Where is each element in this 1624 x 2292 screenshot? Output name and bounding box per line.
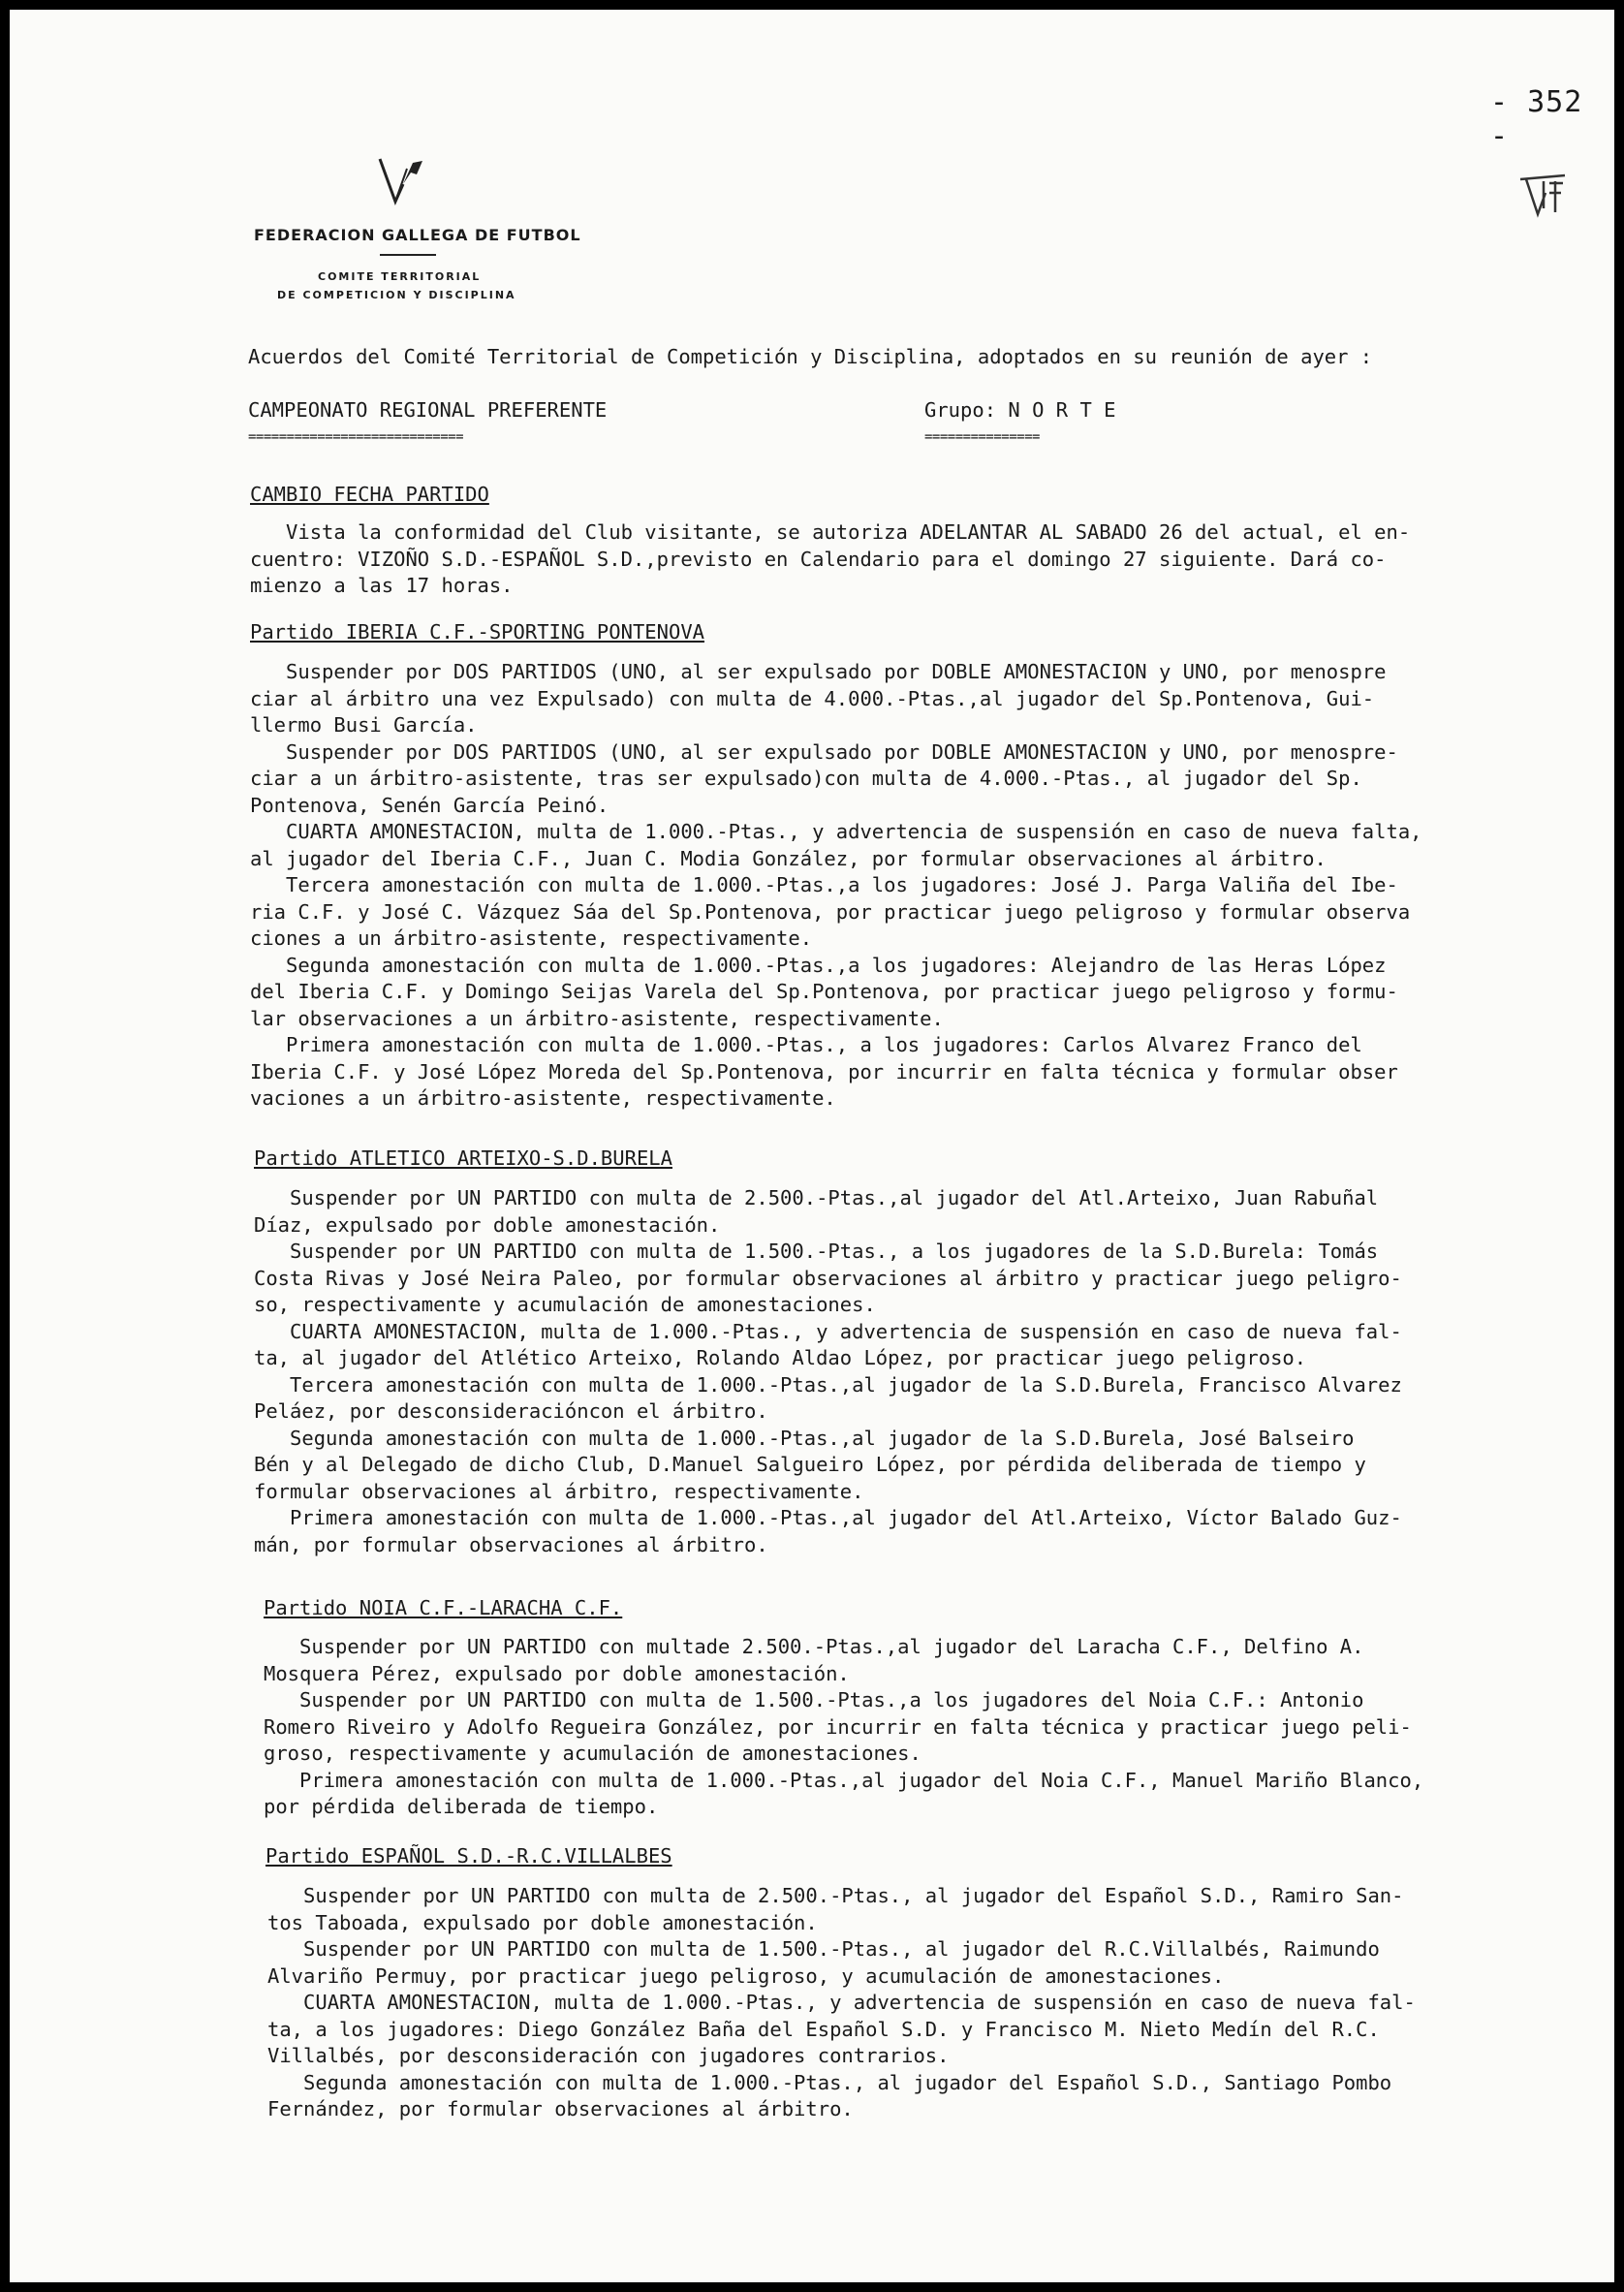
group-title: Grupo: N O R T E [924, 398, 1116, 422]
text-line: Suspender por UN PARTIDO con multa de 2.500.-Ptas., al jugador del Español S.D., Ramiro San- [267, 1884, 1404, 1907]
text-line: Romero Riveiro y Adolfo Regueira González, por incurrir en falta técnica y practicar juego peli- [264, 1714, 1412, 1739]
championship-title: CAMPEONATO REGIONAL PREFERENTE [248, 398, 608, 422]
section-body-iberia [250, 659, 1422, 1113]
text-line: Iberia C.F. y José López Moreda del Sp.Pontenova, por incurrir en falta técnica y formular obser [250, 1059, 1398, 1083]
text-line: mán, por formular observaciones al árbitro. [254, 1532, 768, 1556]
text-line: vaciones a un árbitro-asistente, respectivamente. [250, 1086, 836, 1110]
text-line: Tercera amonestación con multa de 1.000.-Ptas.,a los jugadores: José J. Parga Valiña del Ibe- [250, 873, 1398, 896]
federation-stamp-icon [1516, 170, 1569, 220]
text-line: Fernández, por formular observaciones al árbitro. [267, 2097, 854, 2120]
section-body-atletico [254, 1185, 1402, 1558]
text-line: CUARTA AMONESTACION, multa de 1.000.-Ptas., y advertencia de suspensión en caso de nueva fal- [267, 1991, 1416, 2014]
text-line: Mosquera Pérez, expulsado por doble amonestación. [264, 1661, 850, 1685]
federation-subtitle-2: DE COMPETICION Y DISCIPLINA [277, 289, 516, 301]
text-line: Alvariño Permuy, por practicar juego peligroso, y acumulación de amonestaciones. [267, 1963, 1225, 1988]
text-line: Primera amonestación con multa de 1.000.-Ptas.,al jugador del Atl.Arteixo, Víctor Balado Guz- [254, 1506, 1402, 1529]
text-line: Villalbés, por desconsideración con jugadores contrarios. [267, 2044, 950, 2067]
text-line: Vista la conformidad del Club visitante, se autoriza ADELANTAR AL SABADO 26 del actual, el en- [250, 520, 1411, 544]
section-body-espanol [267, 1883, 1416, 2123]
text-line: ciar a un árbitro-asistente, tras ser expulsado)con multa de 4.000.-Ptas., al jugador del Sp. [250, 767, 1362, 790]
text-line: al jugador del Iberia C.F., Juan C. Modia González, por formular observaciones al árbitro. [250, 846, 1327, 870]
text-line: Bén y al Delegado de dicho Club, D.Manuel Salgueiro López, por pérdida deliberada de tiempo y [254, 1453, 1366, 1476]
text-line: Díaz, expulsado por doble amonestación. [254, 1212, 721, 1237]
text-line: groso, respectivamente y acumulación de amonestaciones. [264, 1742, 921, 1765]
text-line: Segunda amonestación con multa de 1.000.-Ptas.,al jugador de la S.D.Burela, José Balseiro [254, 1426, 1355, 1450]
text-line: ciones a un árbitro-asistente, respectivamente. [250, 926, 813, 950]
text-line: llermo Busi García. [250, 713, 478, 737]
text-line: Suspender por UN PARTIDO con multade 2.500.-Ptas.,al jugador del Laracha C.F., Delfino A. [264, 1635, 1364, 1658]
championship-underline: ============================ [248, 429, 464, 445]
federation-logo-icon [374, 155, 428, 215]
text-line: ciar al árbitro una vez Expulsado) con multa de 4.000.-Ptas.,al jugador del Sp.Pontenova, Gui- [250, 686, 1375, 710]
section-heading-cambio: CAMBIO FECHA PARTIDO [250, 483, 489, 506]
text-line: mienzo a las 17 horas. [250, 574, 514, 597]
text-line: Suspender por UN PARTIDO con multa de 1.500.-Ptas., a los jugadores de la S.D.Burela: Tomás [254, 1240, 1379, 1263]
text-line: cuentro: VIZOÑO S.D.-ESPAÑOL S.D.,previsto en Calendario para el domingo 27 siguiente. Dará co- [250, 547, 1387, 571]
section-heading-iberia: Partido IBERIA C.F.-SPORTING PONTENOVA [250, 620, 704, 644]
text-line: ta, al jugador del Atlético Arteixo, Rolando Aldao López, por practicar juego peligroso. [254, 1346, 1307, 1369]
federation-subtitle-1: COMITE TERRITORIAL [318, 270, 482, 283]
text-line: Pontenova, Senén García Peinó. [250, 793, 609, 817]
text-line: CUARTA AMONESTACION, multa de 1.000.-Ptas., y advertencia de suspensión en caso de nueva fal- [254, 1319, 1402, 1343]
text-line: Peláez, por desconsideracióncon el árbitro. [254, 1399, 768, 1423]
text-line: Suspender por UN PARTIDO con multa de 1.500.-Ptas., al jugador del R.C.Villalbés, Raimundo [267, 1937, 1380, 1961]
section-body-cambio [250, 519, 1410, 600]
text-line: lar observaciones a un árbitro-asistente, respectivamente. [250, 1006, 944, 1030]
group-underline: =============== [924, 429, 1040, 445]
section-heading-noia: Partido NOIA C.F.-LARACHA C.F. [264, 1596, 623, 1619]
page-number: - 352 - [1490, 85, 1583, 153]
text-line: Suspender por DOS PARTIDOS (UNO, al ser expulsado por DOBLE AMONESTACION y UNO, por menospre [250, 660, 1387, 683]
text-line: CUARTA AMONESTACION, multa de 1.000.-Ptas., y advertencia de suspensión en caso de nueva falta, [250, 820, 1422, 843]
text-line: Tercera amonestación con multa de 1.000.-Ptas.,al jugador de la S.D.Burela, Francisco Alvarez [254, 1372, 1402, 1397]
text-line: Suspender por UN PARTIDO con multa de 2.500.-Ptas.,al jugador del Atl.Arteixo, Juan Rabuñal [254, 1186, 1379, 1209]
text-line: Suspender por UN PARTIDO con multa de 1.500.-Ptas.,a los jugadores del Noia C.F.: Antonio [264, 1688, 1364, 1711]
text-line: Segunda amonestación con multa de 1.000.-Ptas.,a los jugadores: Alejandro de las Heras López [250, 953, 1387, 977]
text-line: del Iberia C.F. y Domingo Seijas Varela del Sp.Pontenova, por practicar juego peligroso y formu- [250, 980, 1398, 1003]
section-heading-atletico: Partido ATLETICO ARTEIXO-S.D.BURELA [254, 1146, 672, 1170]
section-heading-espanol: Partido ESPAÑOL S.D.-R.C.VILLALBES [265, 1844, 672, 1868]
text-line: formular observaciones al árbitro, respectivamente. [254, 1479, 864, 1503]
text-line: ta, a los jugadores: Diego González Baña del Español S.D. y Francisco M. Nieto Medín del R.C. [267, 2017, 1380, 2041]
federation-name: FEDERACION GALLEGA DE FUTBOL [254, 226, 581, 244]
text-line: Segunda amonestación con multa de 1.000.-Ptas., al jugador del Español S.D., Santiago Pombo [267, 2070, 1392, 2094]
text-line: ria C.F. y José C. Vázquez Sáa del Sp.Pontenova, por practicar juego peligroso y formular observa [250, 899, 1411, 924]
text-line: so, respectivamente y acumulación de amonestaciones. [254, 1293, 876, 1316]
document-page [10, 10, 1614, 2282]
intro-text: Acuerdos del Comité Territorial de Competición y Disciplina, adoptados en su reunión de ayer : [248, 345, 1373, 368]
section-body-noia [264, 1634, 1423, 1821]
text-line: Suspender por DOS PARTIDOS (UNO, al ser expulsado por DOBLE AMONESTACION y UNO, por menospre- [250, 739, 1398, 764]
text-line: Costa Rivas y José Neira Paleo, por formular observaciones al árbitro y practicar juego peligro- [254, 1266, 1402, 1290]
text-line: por pérdida deliberada de tiempo. [264, 1795, 659, 1818]
federation-divider [380, 254, 436, 256]
text-line: Primera amonestación con multa de 1.000.-Ptas., a los jugadores: Carlos Alvarez Franco del [250, 1033, 1362, 1056]
text-line: Primera amonestación con multa de 1.000.-Ptas.,al jugador del Noia C.F., Manuel Mariño Blanco, [264, 1768, 1424, 1792]
text-line: tos Taboada, expulsado por doble amonestación. [267, 1910, 818, 1934]
